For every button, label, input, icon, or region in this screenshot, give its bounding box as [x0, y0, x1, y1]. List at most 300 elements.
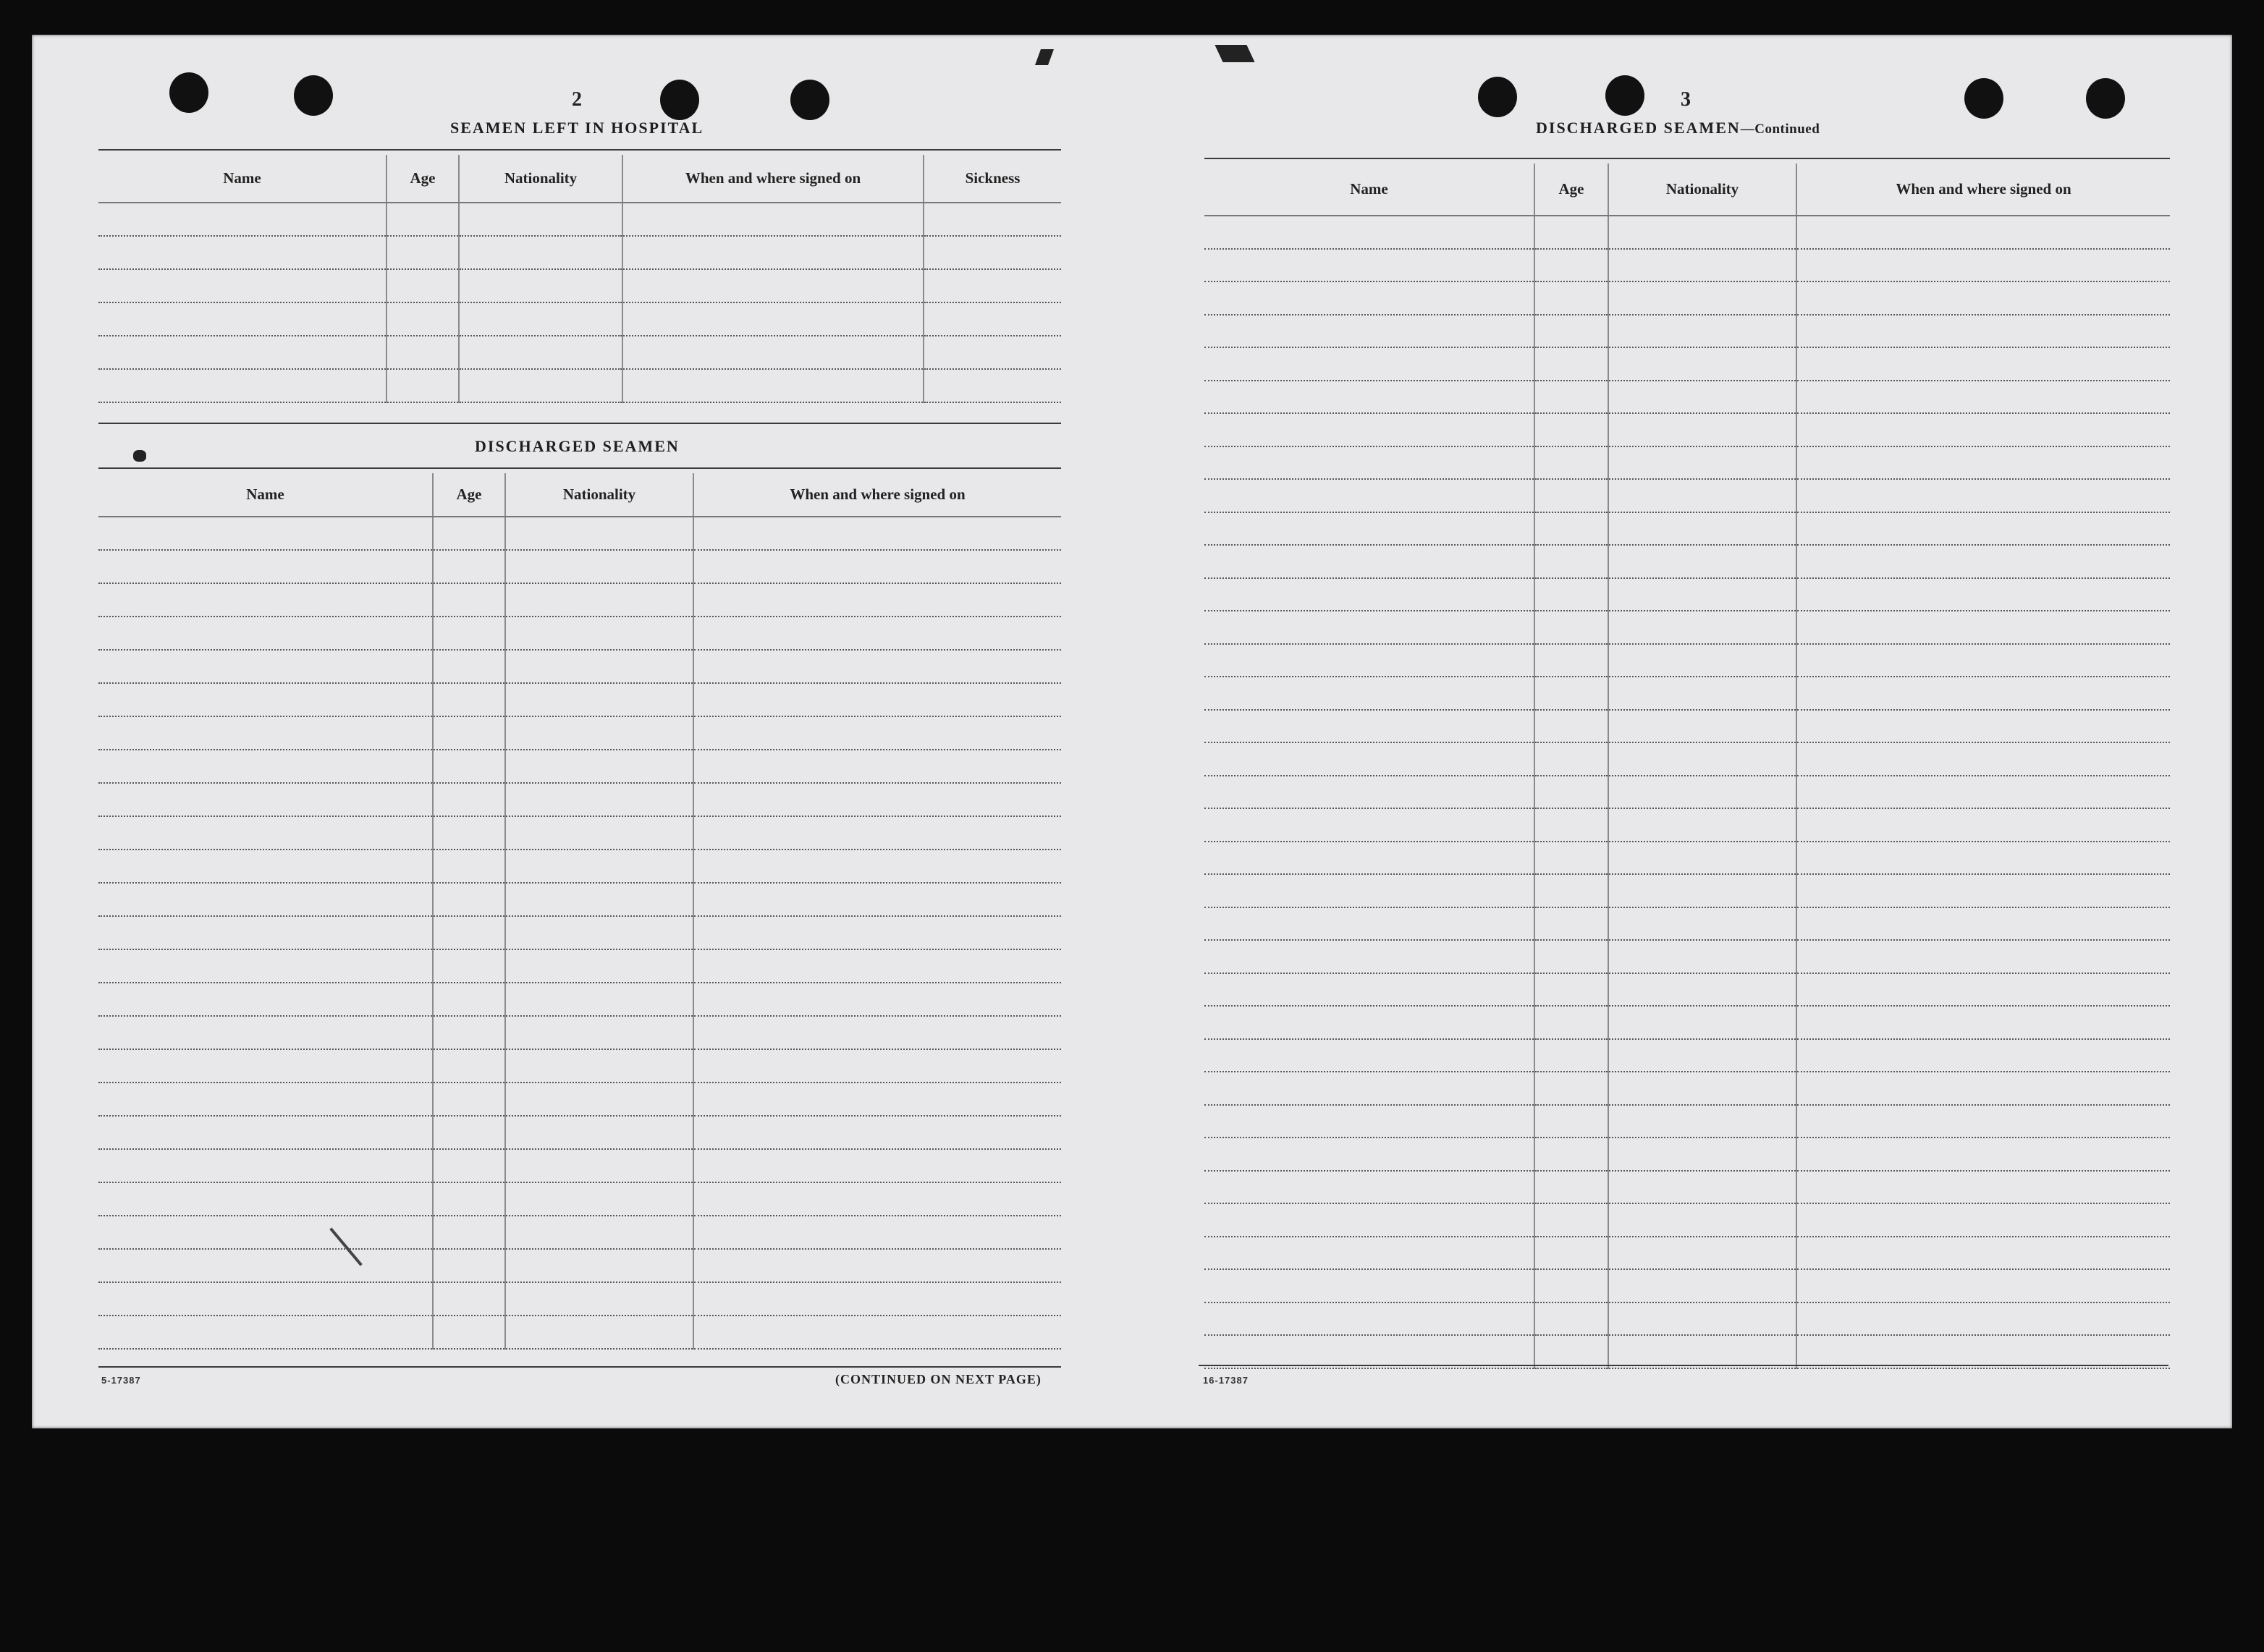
blank-form-row: [1204, 545, 2170, 578]
blank-cell: [1204, 281, 1534, 315]
blank-cell: [433, 716, 505, 750]
blank-cell: [98, 1249, 433, 1282]
blank-cell: [98, 369, 387, 402]
blank-cell: [505, 650, 693, 683]
blank-cell: [98, 1116, 433, 1149]
blank-cell: [1534, 1335, 1608, 1368]
blank-form-row: [1204, 776, 2170, 809]
blank-cell: [1204, 1237, 1534, 1270]
blank-cell: [1534, 1302, 1608, 1336]
hospital-col-age: Age: [387, 155, 459, 203]
blank-cell: [387, 269, 459, 302]
blank-cell: [505, 617, 693, 650]
punch-hole: [1605, 75, 1644, 116]
blank-cell: [505, 716, 693, 750]
right-form-code: 16-17387: [1203, 1375, 1249, 1386]
blank-form-row: [98, 1216, 1061, 1249]
blank-cell: [1204, 1203, 1534, 1237]
blank-cell: [1204, 216, 1534, 249]
blank-cell: [505, 1282, 693, 1316]
blank-cell: [98, 650, 433, 683]
blank-cell: [98, 1149, 433, 1182]
ink-smudge: [133, 450, 146, 462]
blank-form-row: [98, 236, 1061, 269]
blank-cell: [433, 783, 505, 816]
blank-cell: [1534, 216, 1608, 249]
blank-cell: [693, 783, 1061, 816]
blank-cell: [693, 1083, 1061, 1116]
blank-cell: [1608, 1171, 1796, 1204]
blank-cell: [433, 949, 505, 983]
blank-cell: [433, 816, 505, 850]
blank-form-row: [98, 517, 1061, 550]
blank-cell: [387, 236, 459, 269]
blank-cell: [1796, 842, 2170, 875]
blank-form-row: [98, 1316, 1061, 1349]
blank-cell: [1204, 1072, 1534, 1105]
blank-cell: [1608, 446, 1796, 480]
blank-cell: [1204, 842, 1534, 875]
blank-form-row: [1204, 315, 2170, 348]
blank-form-row: [98, 269, 1061, 302]
blank-cell: [1534, 413, 1608, 446]
blank-cell: [1796, 644, 2170, 677]
blank-cell: [693, 916, 1061, 949]
continued-col-name: Name: [1204, 164, 1534, 216]
blank-cell: [1796, 677, 2170, 710]
hospital-top-rule: [98, 149, 1061, 151]
right-page-number: 3: [1681, 88, 1691, 111]
blank-cell: [1534, 907, 1608, 941]
blank-cell: [1796, 512, 2170, 546]
right-footer-rule: [1199, 1365, 2168, 1366]
blank-form-row: [98, 683, 1061, 716]
blank-cell: [1534, 742, 1608, 776]
blank-cell: [98, 983, 433, 1016]
blank-cell: [98, 716, 433, 750]
blank-cell: [693, 617, 1061, 650]
blank-cell: [693, 650, 1061, 683]
blank-form-row: [1204, 677, 2170, 710]
blank-cell: [1204, 611, 1534, 644]
blank-cell: [1204, 644, 1534, 677]
blank-cell: [1608, 281, 1796, 315]
blank-form-row: [1204, 578, 2170, 611]
hospital-section-title: SEAMEN LEFT IN HOSPITAL: [450, 119, 704, 137]
hospital-col-name: Name: [98, 155, 387, 203]
blank-form-row: [1204, 808, 2170, 842]
blank-cell: [1534, 1171, 1608, 1204]
blank-form-row: [98, 336, 1061, 369]
blank-cell: [433, 883, 505, 916]
blank-cell: [1796, 1072, 2170, 1105]
blank-cell: [1204, 940, 1534, 973]
blank-cell: [433, 1216, 505, 1249]
blank-cell: [433, 583, 505, 617]
continued-section-title-suffix: —Continued: [1740, 122, 1820, 137]
blank-cell: [1534, 281, 1608, 315]
blank-form-row: [1204, 1203, 2170, 1237]
blank-cell: [693, 550, 1061, 583]
blank-cell: [924, 336, 1061, 369]
blank-cell: [1534, 1072, 1608, 1105]
blank-cell: [1608, 776, 1796, 809]
blank-cell: [505, 949, 693, 983]
blank-cell: [459, 203, 622, 236]
blank-cell: [693, 1116, 1061, 1149]
blank-cell: [98, 783, 433, 816]
blank-cell: [1204, 479, 1534, 512]
blank-form-row: [98, 1249, 1061, 1282]
blank-form-row: [98, 369, 1061, 402]
blank-cell: [433, 1249, 505, 1282]
continued-section-title: [1536, 119, 1820, 137]
blank-cell: [693, 583, 1061, 617]
blank-cell: [693, 683, 1061, 716]
blank-cell: [1204, 1138, 1534, 1171]
blank-cell: [1608, 1006, 1796, 1039]
blank-cell: [1796, 413, 2170, 446]
blank-cell: [433, 517, 505, 550]
blank-cell: [98, 269, 387, 302]
blank-cell: [1204, 1302, 1534, 1336]
blank-form-row: [1204, 347, 2170, 381]
blank-cell: [505, 816, 693, 850]
blank-form-row: [98, 617, 1061, 650]
blank-cell: [98, 883, 433, 916]
blank-cell: [433, 983, 505, 1016]
blank-form-row: [1204, 249, 2170, 282]
blank-form-row: [98, 783, 1061, 816]
blank-cell: [1534, 1138, 1608, 1171]
blank-cell: [1796, 545, 2170, 578]
blank-cell: [622, 203, 924, 236]
blank-cell: [1534, 776, 1608, 809]
blank-cell: [1796, 973, 2170, 1007]
blank-cell: [1608, 1072, 1796, 1105]
blank-cell: [693, 850, 1061, 883]
blank-cell: [1204, 1171, 1534, 1204]
blank-cell: [505, 783, 693, 816]
blank-cell: [1796, 742, 2170, 776]
blank-cell: [98, 949, 433, 983]
discharged-table: [98, 473, 1061, 1350]
blank-form-row: [98, 883, 1061, 916]
hospital-table: [98, 155, 1061, 403]
blank-cell: [693, 1049, 1061, 1083]
blank-cell: [693, 983, 1061, 1016]
blank-cell: [433, 683, 505, 716]
blank-form-row: [98, 1016, 1061, 1049]
blank-cell: [98, 617, 433, 650]
blank-cell: [433, 750, 505, 783]
blank-cell: [1608, 479, 1796, 512]
right-top-rule: [1204, 158, 2170, 159]
blank-cell: [1534, 545, 1608, 578]
blank-cell: [505, 517, 693, 550]
punch-hole: [294, 75, 333, 116]
blank-cell: [1796, 940, 2170, 973]
blank-cell: [505, 883, 693, 916]
blank-cell: [693, 883, 1061, 916]
blank-cell: [1204, 1269, 1534, 1302]
blank-form-row: [98, 203, 1061, 236]
blank-cell: [98, 203, 387, 236]
blank-form-row: [98, 1149, 1061, 1182]
blank-form-row: [98, 750, 1061, 783]
blank-cell: [1534, 1105, 1608, 1138]
blank-cell: [98, 583, 433, 617]
blank-cell: [98, 517, 433, 550]
punch-hole: [660, 80, 699, 120]
blank-cell: [505, 583, 693, 617]
blank-cell: [622, 336, 924, 369]
blank-cell: [1796, 1039, 2170, 1072]
blank-form-row: [98, 1116, 1061, 1149]
blank-cell: [433, 1182, 505, 1216]
blank-cell: [1204, 1105, 1534, 1138]
hospital-col-sickness: Sickness: [924, 155, 1061, 203]
blank-cell: [1534, 973, 1608, 1007]
left-page-number: 2: [572, 88, 582, 111]
blank-cell: [1608, 742, 1796, 776]
blank-cell: [1204, 512, 1534, 546]
blank-form-row: [1204, 381, 2170, 414]
blank-cell: [1534, 1237, 1608, 1270]
blank-form-row: [1204, 940, 2170, 973]
blank-cell: [387, 336, 459, 369]
blank-cell: [1534, 1006, 1608, 1039]
blank-cell: [505, 1216, 693, 1249]
blank-cell: [1608, 1039, 1796, 1072]
blank-form-row: [1204, 1072, 2170, 1105]
blank-form-row: [98, 716, 1061, 750]
blank-cell: [693, 517, 1061, 550]
blank-cell: [1204, 347, 1534, 381]
blank-cell: [1796, 1203, 2170, 1237]
blank-form-row: [1204, 512, 2170, 546]
blank-cell: [1796, 347, 2170, 381]
blank-form-row: [98, 850, 1061, 883]
blank-cell: [433, 650, 505, 683]
blank-form-row: [1204, 907, 2170, 941]
blank-cell: [622, 302, 924, 336]
blank-form-row: [98, 550, 1061, 583]
blank-cell: [1204, 742, 1534, 776]
blank-cell: [1796, 1105, 2170, 1138]
torn-mark: [1035, 49, 1054, 65]
blank-form-row: [98, 816, 1061, 850]
blank-form-row: [1204, 216, 2170, 249]
blank-cell: [98, 916, 433, 949]
blank-cell: [505, 683, 693, 716]
blank-cell: [1534, 644, 1608, 677]
blank-cell: [1204, 249, 1534, 282]
blank-cell: [1534, 578, 1608, 611]
blank-cell: [1204, 446, 1534, 480]
blank-cell: [1796, 578, 2170, 611]
blank-cell: [505, 983, 693, 1016]
blank-cell: [1204, 1039, 1534, 1072]
blank-cell: [693, 1182, 1061, 1216]
blank-form-row: [98, 583, 1061, 617]
punch-hole: [1478, 77, 1517, 117]
blank-cell: [1534, 347, 1608, 381]
blank-cell: [1608, 940, 1796, 973]
discharged-top-rule: [98, 467, 1061, 469]
blank-cell: [622, 269, 924, 302]
blank-cell: [433, 1149, 505, 1182]
blank-cell: [1796, 710, 2170, 743]
blank-cell: [693, 1316, 1061, 1349]
blank-cell: [1608, 710, 1796, 743]
blank-cell: [1534, 1269, 1608, 1302]
blank-cell: [98, 336, 387, 369]
left-form-code: 5-17387: [101, 1375, 141, 1386]
blank-form-row: [1204, 413, 2170, 446]
blank-cell: [1534, 874, 1608, 907]
blank-cell: [433, 916, 505, 949]
blank-cell: [1796, 315, 2170, 348]
blank-cell: [1534, 808, 1608, 842]
blank-form-row: [98, 983, 1061, 1016]
blank-form-row: [98, 1282, 1061, 1316]
blank-cell: [622, 369, 924, 402]
blank-cell: [693, 1149, 1061, 1182]
blank-cell: [98, 1182, 433, 1216]
continued-col-signed-on: When and where signed on: [1796, 164, 2170, 216]
continued-col-age: Age: [1534, 164, 1608, 216]
blank-cell: [1796, 479, 2170, 512]
blank-cell: [1608, 1269, 1796, 1302]
blank-form-row: [1204, 1138, 2170, 1171]
blank-cell: [1534, 249, 1608, 282]
blank-cell: [1608, 907, 1796, 941]
blank-cell: [924, 369, 1061, 402]
blank-cell: [1608, 644, 1796, 677]
blank-cell: [1796, 249, 2170, 282]
punch-hole: [1964, 78, 2003, 119]
blank-cell: [1608, 413, 1796, 446]
blank-cell: [98, 1016, 433, 1049]
blank-cell: [1204, 808, 1534, 842]
blank-cell: [693, 1016, 1061, 1049]
blank-cell: [433, 617, 505, 650]
blank-cell: [1204, 381, 1534, 414]
blank-cell: [1608, 1138, 1796, 1171]
blank-cell: [1608, 611, 1796, 644]
blank-form-row: [98, 1049, 1061, 1083]
blank-cell: [1608, 808, 1796, 842]
blank-cell: [1204, 973, 1534, 1007]
blank-cell: [433, 550, 505, 583]
discharged-col-nationality: Nationality: [505, 473, 693, 517]
discharged-section-title: DISCHARGED SEAMEN: [475, 437, 680, 455]
blank-form-row: [1204, 644, 2170, 677]
blank-cell: [693, 716, 1061, 750]
blank-cell: [505, 1016, 693, 1049]
blank-cell: [433, 1083, 505, 1116]
blank-cell: [98, 1316, 433, 1349]
blank-cell: [1608, 677, 1796, 710]
blank-cell: [1796, 1138, 2170, 1171]
blank-cell: [505, 1083, 693, 1116]
blank-cell: [1608, 1203, 1796, 1237]
blank-cell: [1796, 281, 2170, 315]
blank-cell: [1204, 1335, 1534, 1368]
discharged-col-signed-on: When and where signed on: [693, 473, 1061, 517]
blank-cell: [505, 750, 693, 783]
blank-cell: [1204, 776, 1534, 809]
blank-cell: [924, 203, 1061, 236]
blank-cell: [98, 750, 433, 783]
blank-form-row: [1204, 479, 2170, 512]
blank-cell: [1608, 545, 1796, 578]
blank-cell: [1796, 446, 2170, 480]
blank-cell: [693, 816, 1061, 850]
continued-col-nationality: Nationality: [1608, 164, 1796, 216]
blank-cell: [1796, 874, 2170, 907]
blank-form-row: [1204, 742, 2170, 776]
blank-cell: [1204, 315, 1534, 348]
blank-cell: [505, 1249, 693, 1282]
continued-note: (CONTINUED ON NEXT PAGE): [835, 1372, 1042, 1386]
blank-cell: [98, 1049, 433, 1083]
blank-form-row: [98, 949, 1061, 983]
blank-form-row: [1204, 1171, 2170, 1204]
blank-cell: [1534, 479, 1608, 512]
blank-cell: [433, 1116, 505, 1149]
blank-cell: [433, 1049, 505, 1083]
blank-cell: [1608, 315, 1796, 348]
blank-cell: [98, 1216, 433, 1249]
blank-cell: [1796, 611, 2170, 644]
blank-form-row: [1204, 1006, 2170, 1039]
blank-cell: [1796, 776, 2170, 809]
blank-cell: [1204, 907, 1534, 941]
punch-hole: [790, 80, 829, 120]
blank-cell: [459, 269, 622, 302]
blank-cell: [1796, 1302, 2170, 1336]
blank-cell: [459, 236, 622, 269]
blank-cell: [693, 1249, 1061, 1282]
blank-cell: [98, 236, 387, 269]
blank-cell: [1534, 940, 1608, 973]
blank-cell: [1534, 710, 1608, 743]
blank-cell: [387, 203, 459, 236]
blank-cell: [505, 1049, 693, 1083]
blank-form-row: [98, 1182, 1061, 1216]
blank-cell: [1608, 1105, 1796, 1138]
blank-cell: [1534, 1039, 1608, 1072]
blank-cell: [1534, 446, 1608, 480]
blank-cell: [433, 1316, 505, 1349]
blank-cell: [1796, 1335, 2170, 1368]
blank-cell: [433, 1282, 505, 1316]
blank-cell: [1608, 842, 1796, 875]
blank-cell: [505, 1316, 693, 1349]
blank-form-row: [1204, 973, 2170, 1007]
left-footer-rule: [98, 1366, 1061, 1368]
blank-form-row: [98, 916, 1061, 949]
blank-cell: [1534, 677, 1608, 710]
blank-cell: [1608, 578, 1796, 611]
blank-cell: [924, 269, 1061, 302]
blank-cell: [1796, 1269, 2170, 1302]
blank-cell: [1796, 1171, 2170, 1204]
blank-cell: [505, 1116, 693, 1149]
blank-form-row: [1204, 281, 2170, 315]
